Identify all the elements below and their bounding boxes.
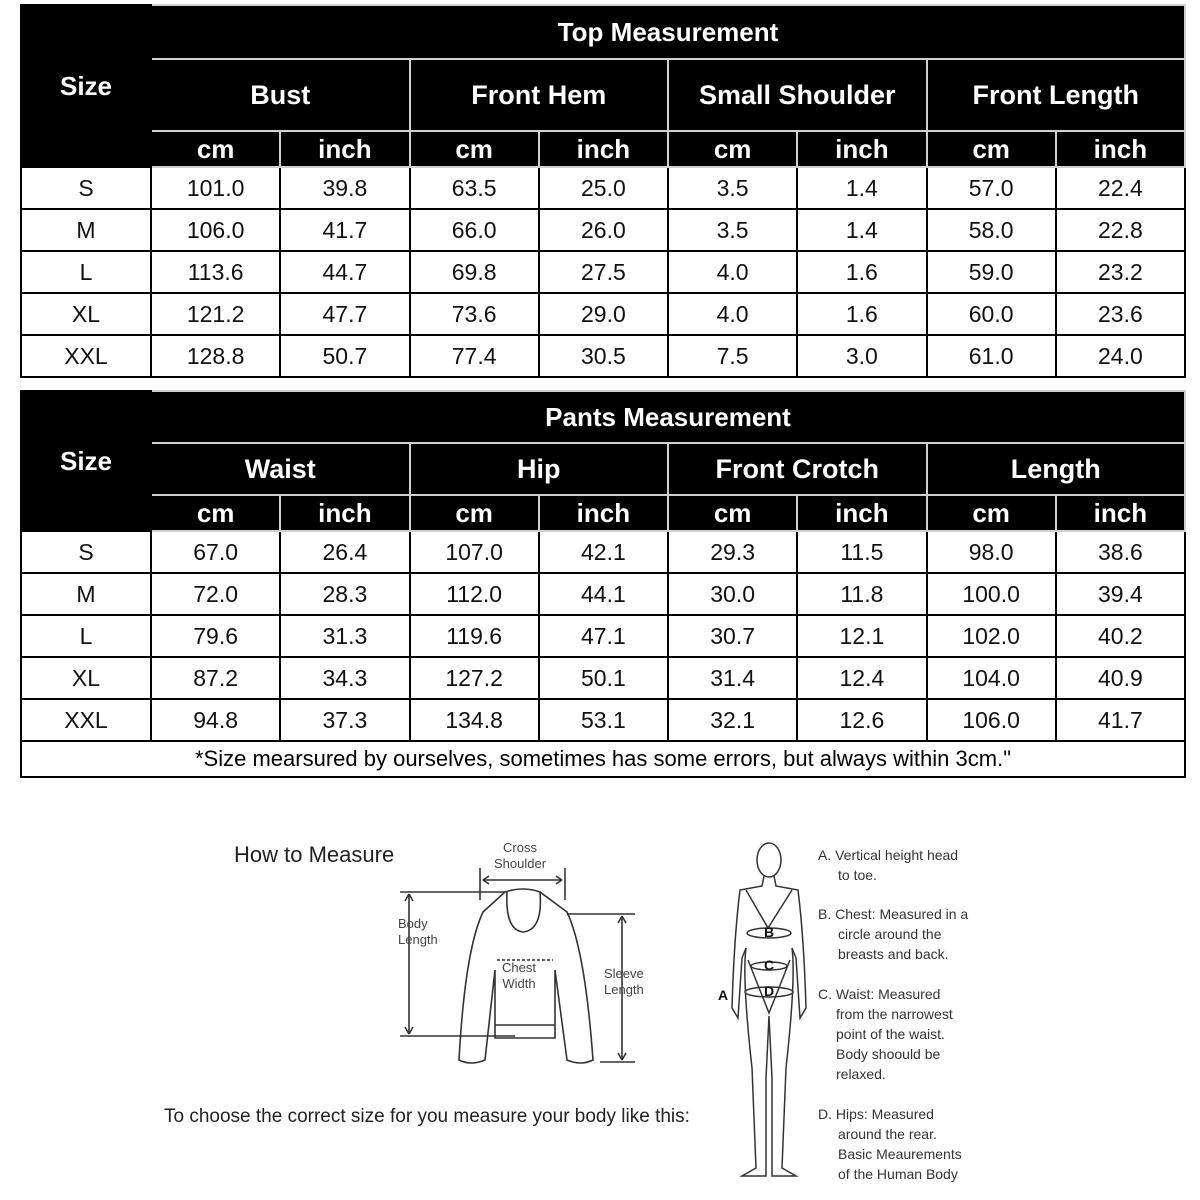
unit-header: cm: [927, 495, 1056, 531]
value-cell: 1.6: [797, 293, 926, 335]
value-cell: 34.3: [280, 657, 409, 699]
value-cell: 44.1: [539, 573, 668, 615]
group-header: Length: [927, 443, 1186, 495]
value-cell: 4.0: [668, 293, 797, 335]
table-title: Pants Measurement: [151, 391, 1185, 443]
table-row: [21, 335, 1185, 377]
value-cell: 4.0: [668, 251, 797, 293]
description-a: A. Vertical height head to toe.: [818, 847, 959, 883]
value-cell: 47.7: [280, 293, 409, 335]
sleeve-length-label: Sleeve Length: [604, 966, 644, 997]
unit-header: inch: [539, 495, 668, 531]
value-cell: 22.8: [1056, 209, 1185, 251]
value-cell: 40.9: [1056, 657, 1185, 699]
group-header: Small Shoulder: [668, 59, 927, 131]
value-cell: 31.3: [280, 615, 409, 657]
value-cell: 94.8: [151, 699, 280, 741]
size-cell: XXL: [21, 335, 151, 377]
value-cell: 106.0: [927, 699, 1056, 741]
value-cell: 29.3: [668, 531, 797, 573]
value-cell: 24.0: [1056, 335, 1185, 377]
value-cell: 26.4: [280, 531, 409, 573]
size-header: Size: [21, 5, 151, 167]
size-cell: M: [21, 209, 151, 251]
value-cell: 12.4: [797, 657, 926, 699]
instruction-text: To choose the correct size for you measure your body like this:: [164, 1106, 690, 1127]
marker-a: A: [718, 987, 729, 1003]
value-cell: 41.7: [1056, 699, 1185, 741]
value-cell: 72.0: [151, 573, 280, 615]
value-cell: 29.0: [539, 293, 668, 335]
value-cell: 134.8: [410, 699, 539, 741]
unit-header: inch: [1056, 495, 1185, 531]
value-cell: 50.1: [539, 657, 668, 699]
value-cell: 23.2: [1056, 251, 1185, 293]
value-cell: 47.1: [539, 615, 668, 657]
size-cell: L: [21, 615, 151, 657]
value-cell: 3.5: [668, 167, 797, 209]
value-cell: 28.3: [280, 573, 409, 615]
value-cell: 1.4: [797, 209, 926, 251]
value-cell: 107.0: [410, 531, 539, 573]
top-measurement-table: [20, 4, 1186, 378]
table-row: [21, 293, 1185, 335]
table-row: [21, 573, 1185, 615]
value-cell: 50.7: [280, 335, 409, 377]
value-cell: 37.3: [280, 699, 409, 741]
measurement-note: *Size mearsured by ourselves, sometimes has some errors, but always within 3cm.": [21, 741, 1185, 777]
value-cell: 67.0: [151, 531, 280, 573]
size-cell: L: [21, 251, 151, 293]
value-cell: 100.0: [927, 573, 1056, 615]
value-cell: 7.5: [668, 335, 797, 377]
value-cell: 39.8: [280, 167, 409, 209]
value-cell: 25.0: [539, 167, 668, 209]
value-cell: 102.0: [927, 615, 1056, 657]
size-cell: XL: [21, 293, 151, 335]
value-cell: 42.1: [539, 531, 668, 573]
unit-header: inch: [280, 131, 409, 167]
value-cell: 101.0: [151, 167, 280, 209]
table-row: [21, 209, 1185, 251]
size-cell: S: [21, 531, 151, 573]
body-length-label: Body Length: [398, 916, 438, 947]
group-header: Front Crotch: [668, 443, 927, 495]
description-d: D. Hips: Measured around the rear. Basic Meaurements of the Human Body: [818, 1106, 962, 1182]
table-row: [21, 167, 1185, 209]
body-figure-icon: [712, 838, 812, 1188]
value-cell: 38.6: [1056, 531, 1185, 573]
pants-measurement-table: [20, 390, 1186, 778]
unit-header: inch: [1056, 131, 1185, 167]
unit-header: inch: [539, 131, 668, 167]
value-cell: 61.0: [927, 335, 1056, 377]
value-cell: 12.6: [797, 699, 926, 741]
value-cell: 87.2: [151, 657, 280, 699]
unit-header: cm: [151, 131, 280, 167]
value-cell: 98.0: [927, 531, 1056, 573]
value-cell: 59.0: [927, 251, 1056, 293]
value-cell: 112.0: [410, 573, 539, 615]
group-header: Hip: [410, 443, 669, 495]
group-header: Front Hem: [410, 59, 669, 131]
value-cell: 53.1: [539, 699, 668, 741]
table-row: [21, 531, 1185, 573]
marker-b: B: [764, 924, 775, 940]
value-cell: 57.0: [927, 167, 1056, 209]
value-cell: 32.1: [668, 699, 797, 741]
table-title: Top Measurement: [151, 5, 1185, 59]
value-cell: 26.0: [539, 209, 668, 251]
description-c: C. Waist: Measured from the narrowest point of the waist. Body shoould be relaxed.: [818, 986, 953, 1082]
cross-shoulder-label: Cross Shoulder: [494, 840, 547, 871]
unit-header: inch: [280, 495, 409, 531]
value-cell: 113.6: [151, 251, 280, 293]
value-cell: 30.0: [668, 573, 797, 615]
unit-header: cm: [151, 495, 280, 531]
value-cell: 11.5: [797, 531, 926, 573]
table-row: [21, 699, 1185, 741]
value-cell: 128.8: [151, 335, 280, 377]
value-cell: 77.4: [410, 335, 539, 377]
size-header: Size: [21, 391, 151, 531]
value-cell: 22.4: [1056, 167, 1185, 209]
value-cell: 12.1: [797, 615, 926, 657]
unit-header: cm: [410, 131, 539, 167]
value-cell: 1.4: [797, 167, 926, 209]
unit-header: cm: [668, 495, 797, 531]
value-cell: 30.7: [668, 615, 797, 657]
description-b: B. Chest: Measured in a circle around the breasts and back.: [818, 906, 969, 962]
value-cell: 69.8: [410, 251, 539, 293]
value-cell: 58.0: [927, 209, 1056, 251]
unit-header: inch: [797, 495, 926, 531]
value-cell: 73.6: [410, 293, 539, 335]
value-cell: 27.5: [539, 251, 668, 293]
value-cell: 60.0: [927, 293, 1056, 335]
marker-d: D: [764, 983, 775, 999]
value-cell: 3.5: [668, 209, 797, 251]
value-cell: 39.4: [1056, 573, 1185, 615]
value-cell: 30.5: [539, 335, 668, 377]
group-header: Waist: [151, 443, 410, 495]
how-to-measure-title: How to Measure: [234, 842, 395, 867]
value-cell: 104.0: [927, 657, 1056, 699]
table-row: [21, 657, 1185, 699]
table-row: [21, 251, 1185, 293]
unit-header: cm: [410, 495, 539, 531]
value-cell: 1.6: [797, 251, 926, 293]
size-cell: XL: [21, 657, 151, 699]
marker-c: C: [764, 957, 775, 973]
value-cell: 31.4: [668, 657, 797, 699]
value-cell: 127.2: [410, 657, 539, 699]
value-cell: 106.0: [151, 209, 280, 251]
value-cell: 3.0: [797, 335, 926, 377]
unit-header: inch: [797, 131, 926, 167]
value-cell: 41.7: [280, 209, 409, 251]
value-cell: 121.2: [151, 293, 280, 335]
unit-header: cm: [668, 131, 797, 167]
group-header: Front Length: [927, 59, 1186, 131]
chest-width-label: Chest Width: [502, 960, 536, 991]
unit-header: cm: [927, 131, 1056, 167]
size-cell: XXL: [21, 699, 151, 741]
size-cell: S: [21, 167, 151, 209]
size-cell: M: [21, 573, 151, 615]
value-cell: 79.6: [151, 615, 280, 657]
group-header: Bust: [151, 59, 410, 131]
value-cell: 119.6: [410, 615, 539, 657]
value-cell: 40.2: [1056, 615, 1185, 657]
value-cell: 66.0: [410, 209, 539, 251]
table-row: [21, 615, 1185, 657]
value-cell: 44.7: [280, 251, 409, 293]
value-cell: 11.8: [797, 573, 926, 615]
value-cell: 23.6: [1056, 293, 1185, 335]
value-cell: 63.5: [410, 167, 539, 209]
